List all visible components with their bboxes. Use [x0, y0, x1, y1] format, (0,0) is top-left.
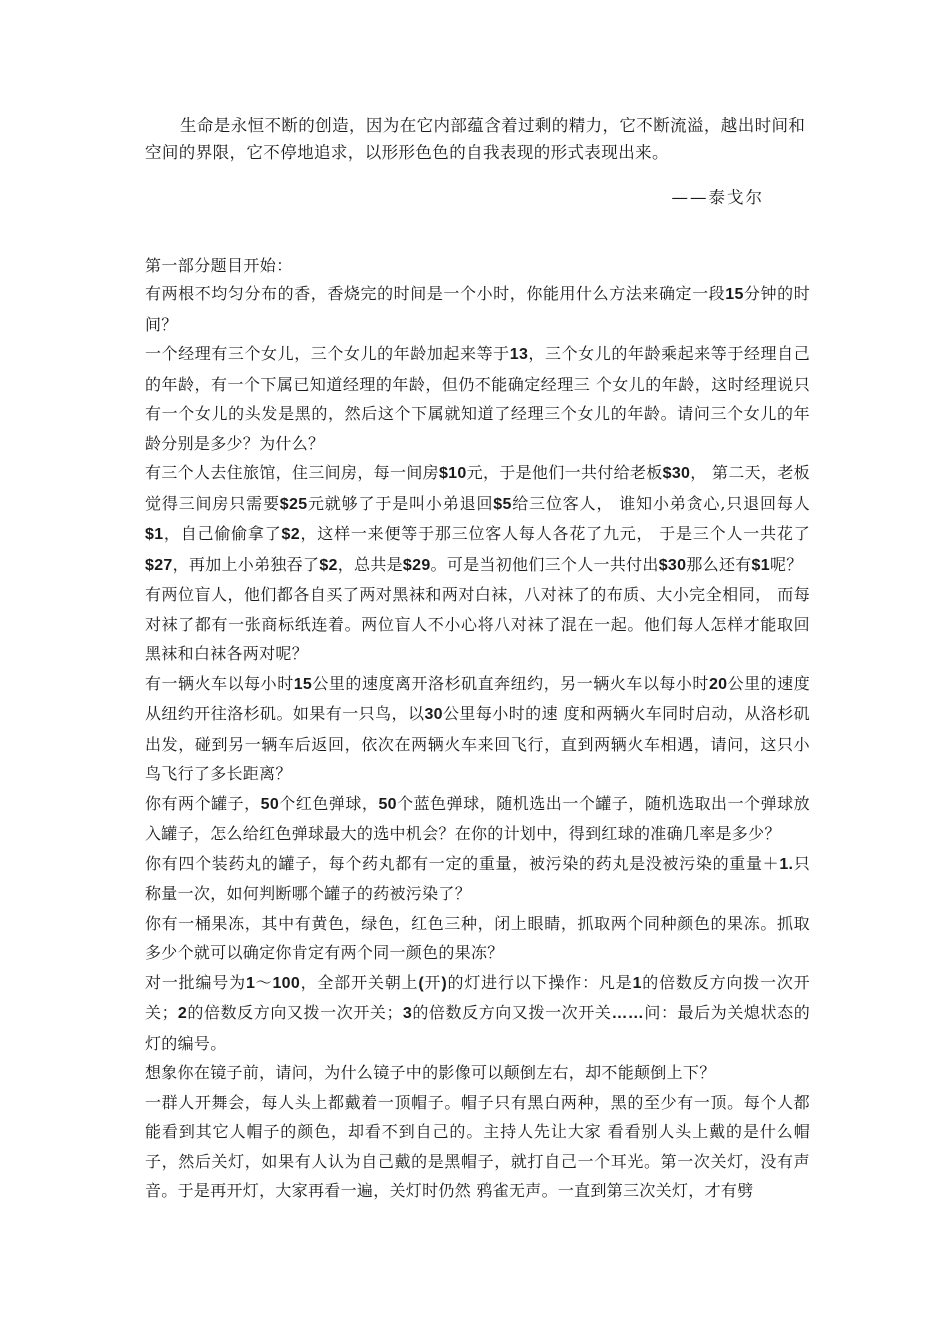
- question-11: 一群人开舞会，每人头上都戴着一顶帽子。帽子只有黑白两种，黑的至少有一顶。每个人都能看到其它人帽子的颜色，却看不到自己的。主持人先让大家 看看别人头上戴的是什么帽子，然后关灯，如果有人认为自己戴的是黑帽子，就打自己一个耳光。第一次关灯，没有声音。于是再开灯，大家再看一遍，关灯时仍然 鸦雀无声。一直到第三次关灯，才有劈: [145, 1092, 810, 1200]
- question-9: 对一批编号为1～100，全部开关朝上(开)的灯进行以下操作：凡是1的倍数反方向拨一次开关；2的倍数反方向又拨一次开关；3的倍数反方向又拨一次开关……问：最后为关熄状态的灯的编号。: [145, 972, 810, 1053]
- section-title: 第一部分题目开始：: [145, 256, 293, 275]
- question-10: 想象你在镜子前，请问，为什么镜子中的影像可以颠倒左右，却不能颠倒上下？: [145, 1063, 716, 1082]
- question-list: [145, 279, 810, 1206]
- question-4: 有两位盲人，他们都各自买了两对黑袜和两对白袜，八对袜了的布质、大小完全相同， 而每对袜了都有一张商标纸连着。两位盲人不小心将八对袜了混在一起。他们每人怎样才能取回黑袜和白袜各两对呢？: [145, 585, 810, 663]
- question-2: 一个经理有三个女儿，三个女儿的年龄加起来等于13，三个女儿的年龄乘起来等于经理自己的年龄，有一个下属已知道经理的年龄，但仍不能确定经理三 个女儿的年龄，这时经理说只有一个女儿的头发是黑的，然后这个下属就知道了经理三个女儿的年龄。请问三个女儿的年龄分别是多少？为什么？: [145, 344, 810, 453]
- question-7: 你有四个装药丸的罐子，每个药丸都有一定的重量，被污染的药丸是没被污染的重量＋1.只称量一次，如何判断哪个罐子的药被污染了？: [145, 853, 810, 903]
- question-8: 你有一桶果冻，其中有黄色，绿色，红色三种，闭上眼睛，抓取两个同种颜色的果冻。抓取多少个就可以确定你肯定有两个同一颜色的果冻？: [145, 913, 810, 962]
- tagore-quote: 生命是永恒不断的创造，因为在它内部蕴含着过剩的精力，它不断流溢，越出时间和空间的界限，它不停地追求，以形形色色的自我表现的形式表现出来。: [145, 116, 806, 162]
- question-6: 你有两个罐子，50个红色弹球，50个蓝色弹球，随机选出一个罐子，随机选取出一个弹球放入罐子，怎么给红色弹球最大的选中机会？在你的计划中，得到红球的准确几率是多少？: [145, 793, 810, 843]
- quote-attribution: ——泰戈尔: [671, 188, 764, 207]
- document-page: [145, 112, 810, 1206]
- question-1: 有两根不均匀分布的香，香烧完的时间是一个小时，你能用什么方法来确定一段15分钟的时间？: [145, 284, 810, 334]
- question-5: 有一辆火车以每小时15公里的速度离开洛杉矶直奔纽约，另一辆火车以每小时20公里的速度从纽约开往洛杉矶。如果有一只鸟，以30公里每小时的速 度和两辆火车同时启动，从洛杉矶出发，碰到另一辆车后返回，依次在两辆火车来回飞行，直到两辆火车相遇，请问，这只小鸟飞行了多长距离？: [145, 673, 810, 783]
- question-3: 有三个人去住旅馆，住三间房，每一间房$10元，于是他们一共付给老板$30， 第二天，老板觉得三间房只需要$25元就够了于是叫小弟退回$5给三位客人， 谁知小弟贪心,只退回每人$1，自己偷偷拿了$2，这样一来便等于那三位客人每人各花了九元， 于是三个人一共花了$27，再加上小弟独吞了$2，总共是$29。可是当初他们三个人一共付出$30那么还有$1呢？: [145, 463, 810, 574]
